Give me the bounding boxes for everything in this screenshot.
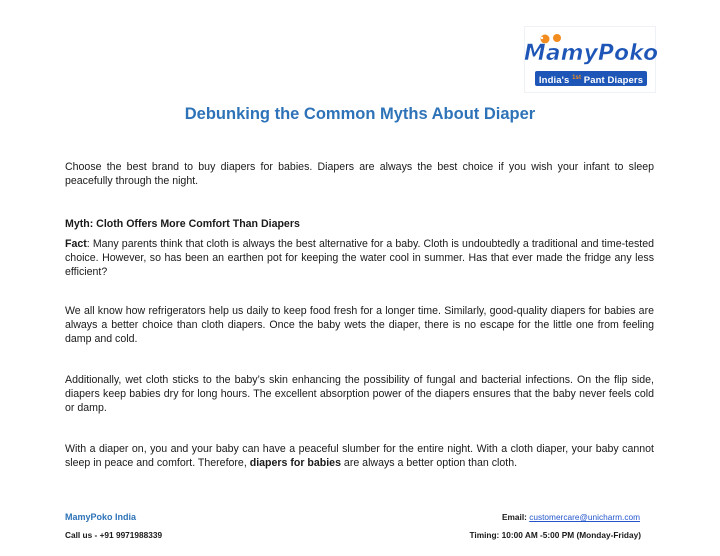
infection-paragraph: Additionally, wet cloth sticks to the baby’s skin enhancing the possibility of fungal and bacterial infections. On the flip side, diapers keep babies dry for long hours. The excellent absorption power of the diapers ensures that the baby never feels cold or damp. — [65, 374, 654, 415]
footer-timing: Timing: 10:00 AM -5:00 PM (Monday-Friday) — [469, 530, 641, 540]
footer-phone: Call us - +91 9971988339 — [65, 530, 163, 540]
fact-paragraph: Fact: Many parents think that cloth is always the best alternative for a baby. Cloth is undoubtedly a traditional and time-tested choice. However, so has been an earthen pot for keeping the water cool in summer. Has that ever made the fridge any less efficient? — [65, 238, 654, 279]
page-title: Debunking the Common Myths About Diaper — [184, 105, 536, 123]
fact-label: Fact — [65, 238, 87, 250]
brand-logo — [523, 26, 659, 93]
logo-tagline: India's $^{1st}$ Pant Diapers — [535, 71, 647, 86]
footer-company: MamyPoko India — [65, 512, 137, 522]
slumber-paragraph: With a diaper on, you and your baby can have a peaceful slumber for the entire night. With a cloth diaper, your baby cannot sleep in peace and comfort. Therefore, diapers for babies are always a better option than cloth. — [65, 443, 654, 470]
footer-email: Email: customercare@unicharm.com — [501, 512, 640, 522]
svg-text:MamyPoko: MamyPoko — [523, 41, 659, 66]
intro-paragraph: Choose the best brand to buy diapers for babies. Diapers are always the best choice if you wish your infant to sleep peacefully through the night. — [65, 161, 654, 188]
diapers-for-babies-link[interactable]: diapers for babies — [249, 457, 341, 470]
refrigerator-paragraph: We all know how refrigerators help us daily to keep food fresh for a longer time. Similarly, good-quality diapers for babies are always a better choice than cloth diapers. Once the baby wets the diaper, there is no escape for the little one from feeling damp and cold. — [65, 305, 654, 346]
email-link[interactable]: customercare@unicharm.com — [529, 512, 640, 522]
myth-heading: Myth: Cloth Offers More Comfort Than Diapers — [65, 218, 300, 230]
mamypoko-wordmark-logo — [523, 33, 659, 67]
